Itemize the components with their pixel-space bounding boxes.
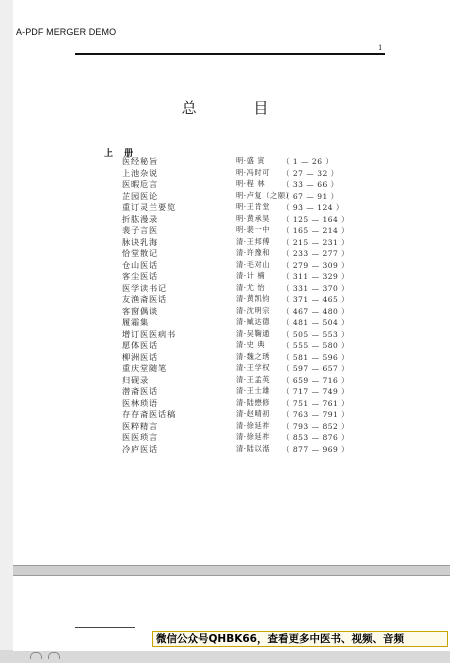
toc-entry [0,340,450,352]
toc-entry [0,306,450,318]
toc-entry-title: 冷庐医话 [122,443,158,454]
toc-entry-title: 潜斋医话 [122,386,158,396]
toc-entry-title: 友渔斋医话 [122,294,167,304]
header-rule [75,53,385,55]
promo-banner: 微信公众号QHBK66，查看更多中医书、视频、音频 [152,631,448,647]
toc-entry-title: 柳洲医话 [122,351,158,362]
toc-entry [0,386,450,398]
toc-entry-author: 清·赵晴初 [236,409,271,418]
toc-entry-author: 清·计 楠 [236,271,266,280]
toc-entry-author: 清·王孟英 [236,374,271,384]
toc-entry-pages: （ 27 — 32 ） [282,168,339,178]
toc-entry [0,214,450,226]
toc-entry [0,294,450,306]
table-of-contents [0,156,450,455]
toc-entry-author: 清·臧达德 [236,317,271,326]
toc-entry [0,409,450,421]
toc-entry-title: 医林琐语 [122,397,158,408]
toc-entry [0,179,450,191]
toc-entry-pages: （ 33 — 66 ） [282,180,339,189]
toc-entry-author: 明·裴一中 [236,225,271,234]
volume-label: 上 册 [104,149,138,159]
toc-entry-pages: （ 853 — 876 ） [282,433,350,442]
toc-entry [0,421,450,433]
toc-entry-title: 仓山医话 [122,259,158,270]
toc-entry-title: 医暇卮言 [122,179,158,189]
page-gap [13,566,450,575]
toc-entry-title: 重庆堂随笔 [122,363,167,373]
toc-entry-pages: （ 311 — 329 ） [282,272,350,281]
toc-entry-pages: （ 93 — 124 ） [282,203,344,212]
toc-entry-pages: （ 331 — 370 ） [282,283,350,293]
scroll-arc-icon [30,652,42,659]
toc-entry-pages: （ 215 — 231 ） [282,237,350,247]
toc-entry-pages: （ 467 — 480 ） [282,306,350,316]
toc-entry-title: 脉诀乳海 [122,236,158,247]
toc-entry [0,317,450,329]
toc-entry-title: 上池杂说 [122,167,158,178]
toc-entry-pages: （ 581 — 596 ） [282,352,350,362]
toc-entry-author: 明·王肯堂 [236,202,271,211]
toc-entry-pages: （ 125 — 164 ） [282,214,350,224]
toc-entry-pages: （ 793 — 852 ） [282,421,350,431]
toc-entry [0,225,450,237]
toc-entry-pages: （ 717 — 749 ） [282,387,350,396]
scroll-arc-icon [48,652,60,659]
toc-entry [0,352,450,364]
toc-entry-pages: （ 555 — 580 ） [282,341,350,350]
toc-entry-pages: （ 763 — 791 ） [282,410,350,419]
toc-entry-author: 清·王学权 [236,363,271,372]
toc-entry-author: 清·毛对山 [236,259,271,269]
toc-entry-pages: （ 233 — 277 ） [282,249,350,258]
toc-entry [0,283,450,295]
toc-entry [0,363,450,375]
toc-entry-author: 清·许豫和 [236,248,271,257]
toc-entry [0,260,450,272]
toc-entry [0,375,450,387]
toc-entry [0,202,450,214]
toc-entry-title: 客窗偶谈 [122,305,158,316]
toc-entry-author: 清·陆懋修 [236,397,271,407]
toc-entry-pages: （ 659 — 716 ） [282,375,350,385]
toc-entry-title: 恰堂散记 [122,248,158,258]
toc-entry-pages: （ 751 — 761 ） [282,398,350,408]
toc-entry-title: 增订医医病书 [122,328,176,339]
toc-entry-author: 清·吴鞠通 [236,328,271,338]
toc-entry-author: 清·徐延祚 [236,420,271,430]
toc-entry-author: 明·卢复（之颐） [236,190,294,200]
toc-entry-pages: （ 877 — 969 ） [282,444,350,454]
toc-entry-author: 清·史 典 [236,340,266,349]
toc-entry-author: 清·沈明宗 [236,305,271,315]
watermark-text: A-PDF MERGER DEMO [16,27,117,37]
toc-entry-author: 清·陆以湉 [236,443,271,453]
toc-entry-title: 医医琐言 [122,432,158,442]
toc-entry-author: 明·黄承昊 [236,213,271,223]
toc-entry-author: 清·王邦傅 [236,236,271,246]
toc-entry-title: 愿体医话 [122,340,158,350]
toc-entry [0,398,450,410]
toc-entry-pages: （ 279 — 309 ） [282,260,350,270]
page-title: 总 目 [181,99,295,117]
toc-entry-pages: （ 165 — 214 ） [282,226,350,235]
toc-entry-pages: （ 1 — 26 ） [282,157,334,166]
toc-entry-author: 明·盛 寅 [236,156,266,165]
toc-entry-title: 医经秘旨 [122,156,158,166]
toc-entry-title: 重订灵兰要览 [122,202,176,212]
toc-entry-title: 存存斋医话稿 [122,409,176,419]
toc-entry-title: 折肱漫录 [122,213,158,224]
toc-entry-author: 明·程 林 [236,179,266,188]
footer-rule [75,627,135,628]
toc-entry-pages: （ 371 — 465 ） [282,295,350,304]
toc-entry-title: 归砚录 [122,374,149,385]
toc-entry [0,168,450,180]
toc-entry-title: 芷园医论 [122,190,158,201]
toc-entry [0,248,450,260]
toc-entry-pages: （ 481 — 504 ） [282,318,350,327]
toc-entry-author: 清·魏之琇 [236,351,271,361]
toc-entry [0,237,450,249]
toc-entry-author: 清·王士雄 [236,386,271,395]
toc-entry-author: 清·尤 怡 [236,282,266,292]
toc-entry-author: 清·黄凯钧 [236,294,271,303]
toc-entry [0,444,450,456]
toc-entry-author: 明·冯时可 [236,167,271,177]
toc-entry [0,271,450,283]
toc-entry-title: 医粹精言 [122,420,158,431]
page-scroll-indicators [30,644,150,650]
toc-entry-author: 清·徐延祚 [236,432,271,441]
toc-entry [0,191,450,203]
toc-entry-title: 医学读书记 [122,282,167,293]
toc-entry-pages: （ 597 — 657 ） [282,364,350,373]
toc-entry-pages: （ 505 — 553 ） [282,329,350,339]
toc-entry-title: 裴子言医 [122,225,158,235]
page-number: 1 [378,44,383,52]
toc-entry [0,432,450,444]
toc-entry [0,156,450,168]
toc-entry [0,329,450,341]
toc-entry-title: 履霜集 [122,317,149,327]
toc-entry-title: 客尘医话 [122,271,158,281]
toc-entry-pages: （ 67 — 91 ） [282,191,339,201]
